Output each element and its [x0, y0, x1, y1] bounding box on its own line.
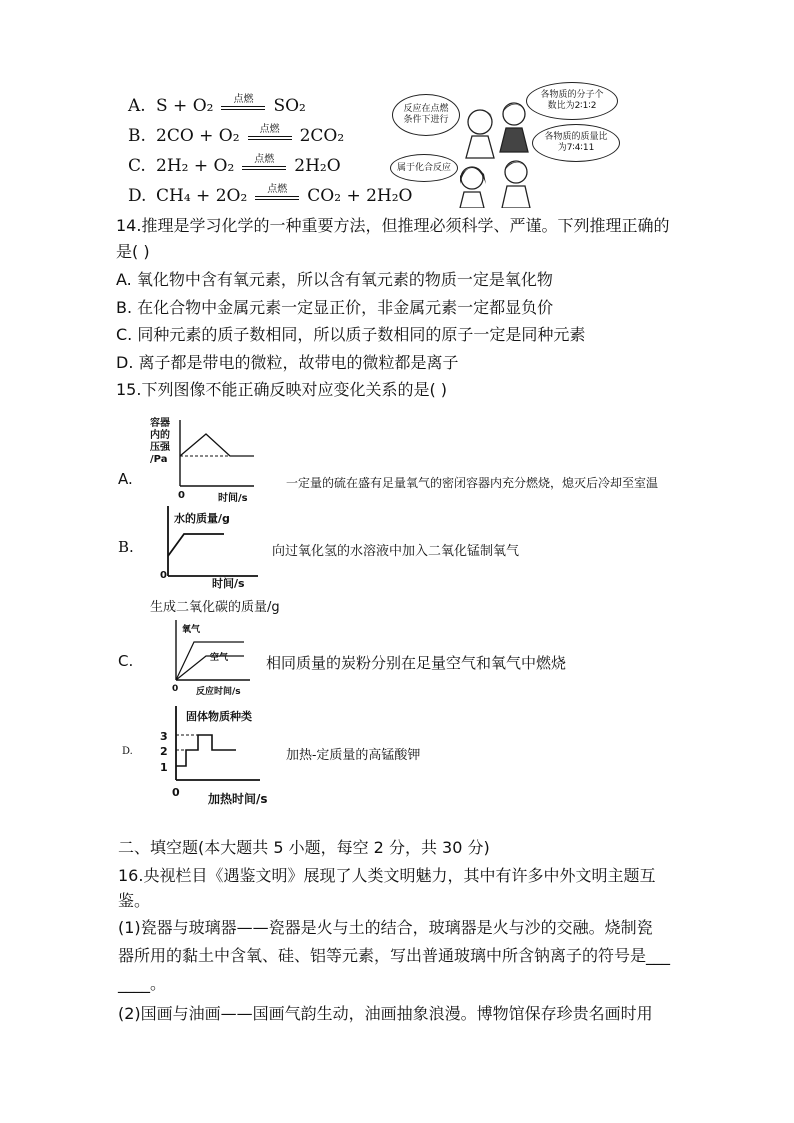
graph-b-origin: 0 — [160, 570, 167, 581]
graph-d-origin: 0 — [172, 786, 180, 799]
q16-part1-line2: 器所用的黏土中含氧、硅、铝等元素，写出普通玻璃中所含钠离子的符号是___ — [118, 946, 671, 965]
q15-stem: 15.下列图像不能正确反映对应变化关系的是( ) — [116, 380, 448, 399]
graph-c-caption: 相同质量的炭粉分别在足量空气和氧气中燃烧 — [266, 654, 567, 672]
reaction-arrow: 点燃 — [253, 190, 301, 204]
graph-d-tick-3: 3 — [160, 730, 168, 743]
equation-a: A. S + O₂ 点燃 SO₂ — [128, 93, 306, 116]
graph-a-xlabel: 时间/s — [218, 493, 248, 504]
q15-option-d-label: D. — [122, 746, 133, 757]
graph-b-curve — [168, 534, 224, 556]
graph-d-tick-1: 1 — [160, 761, 168, 774]
graph-d-xlabel: 加热时间/s — [208, 792, 268, 806]
graph-d-caption: 加热-定质量的高锰酸钾 — [286, 748, 421, 763]
q16-part2-line1: (2)国画与油画——国画气韵生动，油画抽象浪漫。博物馆保存珍贵名画时用 — [118, 1004, 653, 1023]
speech-bubble: 各物质的分子个数比为2∶1∶2 — [526, 82, 618, 120]
graph-a-caption: 一定量的硫在盛有足量氧气的密闭容器内充分燃烧，熄灭后冷却至室温 — [286, 476, 659, 490]
q14-option-d: D. 离子都是带电的微粒，故带电的微粒都是离子 — [116, 353, 459, 372]
speech-bubble: 反应在点燃条件下进行 — [392, 94, 460, 136]
equation-d: D. CH₄ + 2O₂ 点燃 CO₂ + 2H₂O — [128, 183, 413, 206]
q14-option-a: A. 氧化物中含有氧元素，所以含有氧元素的物质一定是氧化物 — [116, 270, 553, 289]
graph-c-title: 生成二氧化碳的质量/g — [150, 600, 280, 615]
graph-c-xlabel: 反应时间/s — [196, 687, 241, 697]
graph-d-tick-2: 2 — [160, 745, 168, 758]
graph-b-xlabel: 时间/s — [212, 577, 245, 590]
reaction-arrow: 点燃 — [246, 130, 294, 144]
graph-a-curve — [180, 434, 254, 456]
graph-a-ylabel: 容器 内的 压强 /Pa — [150, 418, 170, 465]
section2-heading: 二、填空题(本大题共 5 小题，每空 2 分，共 30 分) — [118, 838, 490, 857]
cartoon-illustration — [388, 80, 688, 208]
q16-stem-line1: 16.央视栏目《遇鉴文明》展现了人类文明魅力，其中有许多中外文明主题互 — [118, 866, 656, 885]
reaction-arrow: 点燃 — [219, 100, 267, 114]
q14-option-b: B. 在化合物中金属元素一定显正价，非金属元素一定都显负价 — [116, 298, 554, 317]
equation-c: C. 2H₂ + O₂ 点燃 2H₂O — [128, 153, 341, 176]
speech-bubble: 属于化合反应 — [390, 154, 458, 182]
q15-option-b-label: B. — [118, 538, 134, 556]
q15-option-a-label: A. — [118, 470, 133, 488]
equation-b: B. 2CO + O₂ 点燃 2CO₂ — [128, 123, 345, 146]
graph-d — [170, 704, 262, 784]
q14-stem-line1: 14.推理是学习化学的一种重要方法，但推理必须科学、严谨。下列推理正确的 — [116, 216, 670, 235]
q14-stem-line2: 是( ) — [116, 242, 150, 261]
graph-d-ylabel: 固体物质种类 — [186, 710, 252, 723]
graph-b-caption: 向过氧化氢的水溶液中加入二氧化锰制氧气 — [272, 544, 520, 559]
graph-c-label-oxygen: 氧气 — [182, 625, 201, 635]
graph-b-ylabel: 水的质量/g — [174, 512, 230, 525]
graph-c-label-air: 空气 — [210, 653, 229, 663]
graph-a — [176, 418, 256, 490]
q16-part1-line1: (1)瓷器与玻璃器——瓷器是火与土的结合，玻璃器是火与沙的交融。烧制瓷 — [118, 918, 653, 937]
graph-c-origin: 0 — [172, 684, 179, 694]
q15-option-c-label: C. — [118, 652, 134, 670]
q16-stem-line2: 鉴。 — [118, 891, 151, 910]
q16-part1-line3: ____。 — [118, 974, 167, 993]
graph-b — [160, 504, 260, 584]
reaction-arrow: 点燃 — [240, 160, 288, 174]
speech-bubble: 各物质的质量比为7∶4∶11 — [532, 124, 620, 162]
graph-d-curve — [176, 735, 236, 766]
graph-a-origin: 0 — [178, 490, 185, 501]
q14-option-c: C. 同种元素的质子数相同，所以质子数相同的原子一定是同种元素 — [116, 325, 586, 344]
